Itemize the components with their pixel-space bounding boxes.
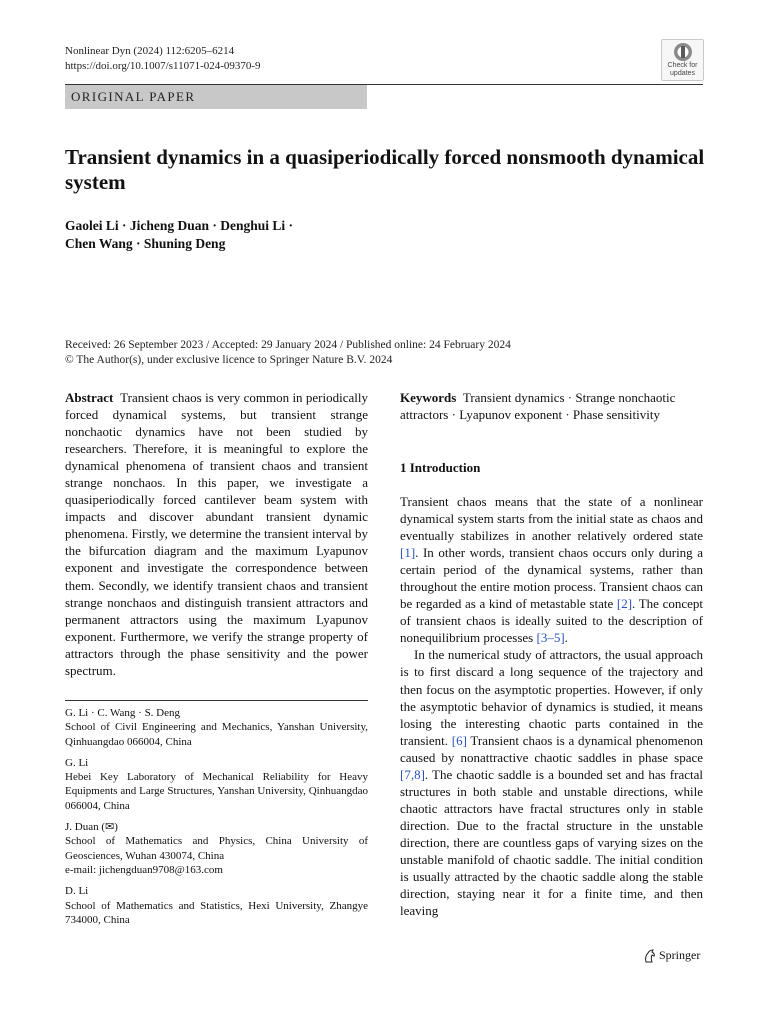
article-type-badge	[65, 85, 367, 109]
citation-link[interactable]: [6]	[451, 732, 467, 748]
crossmark-icon	[672, 42, 694, 62]
intro-paragraph: Transient chaos means that the state of a nonlinear dynamical system starts from the initial state as chaos and eventually stabilizes in another relatively ordered state [1]. In other words, transient chaos occurs only during a certain period of the dynamical systems, rather than throughout the entire motion process. Transient chaos can be regarded as a kind of metastable state [2]. The concept of transient chaos is ideally suited to the description of nonequilibrium processes [3–5].	[400, 494, 703, 646]
section-heading-introduction: 1 Introduction	[400, 460, 481, 475]
springer-horse-icon	[643, 949, 656, 963]
keywords-block	[400, 389, 703, 423]
affiliations	[65, 706, 368, 934]
affiliation-address: School of Civil Engineering and Mechanics, Yanshan University, Qinhuangdao 066004, China	[65, 721, 368, 748]
crossmark-label-1: Check for	[667, 62, 698, 69]
citation-link[interactable]: [3–5]	[536, 630, 565, 646]
affiliation-item	[65, 706, 368, 749]
paper-title: Transient dynamics in a quasiperiodically forced nonsmooth dynamical system	[65, 145, 705, 194]
abstract-block	[65, 389, 368, 679]
article-type-label: ORIGINAL PAPER	[71, 89, 196, 104]
affiliation-names: G. Li · C. Wang · S. Deng	[65, 707, 181, 719]
introduction-body	[400, 493, 703, 919]
affiliation-address: School of Mathematics and Statistics, Hexi University, Zhangye 734000, China	[65, 899, 368, 926]
publisher-logo	[643, 948, 700, 963]
publisher-name: Springer	[659, 948, 701, 962]
footnote-divider	[65, 700, 368, 701]
abstract-label: Abstract	[65, 390, 114, 405]
check-for-updates-button[interactable]	[661, 39, 704, 81]
affiliation-names: D. Li	[65, 885, 89, 898]
abstract-text: Transient chaos is very common in periodically forced dynamical systems, but transient strange nonchaotic dynamics have not been studied by researchers. Therefore, it is meaningful to explore the dynamical phenomena of transient chaos and transient strange nonchaos. In this paper, we investigate a quasiperiodically forced cantilever beam system with impacts and discover abundant transient dynamic phenomena. Firstly, we determine the transient interval by the bifurcation diagram and the maximum Lyapunov exponent and investigate the correspondence between them. Secondly, we identify transient chaos and transient strange nonchaos and distinguish transient attractors and permanent attractors using the maximum Lyapunov exponent. Furthermore, we verify the strange property of attractors through the phase sensitivity and the power spectrum.	[65, 390, 369, 678]
affiliation-item	[65, 756, 368, 813]
intro-paragraph: In the numerical study of attractors, the usual approach is to first discard a long sequence of the trajectory and then focus on the asymptotic properties. However, if only the asymptotic behavior of dynamics is studied, it means losing the interesting chaotic parts contained in the transient. [6] Transient chaos is a dynamical phenomenon caused by nonattractive chaotic saddles in phase space [7,8]. The chaotic saddle is a bounded set and has fractal structures in both stable and unstable directions, while chaotic attractors have fractal structures only in stable direction. Due to the fractal structure in the unstable direction, there are countless gaps of varying sizes on the unstable manifold of chaotic saddle. The initial condition is usually attracted by the chaotic saddle along the stable direction, staying near it for a finite time, and then leaving	[400, 647, 703, 919]
citation-link[interactable]: [2]	[616, 596, 633, 612]
citation-link[interactable]: [1]	[400, 545, 416, 561]
affiliation-item	[65, 884, 368, 927]
crossmark-label-2: updates	[670, 70, 695, 77]
history-dates: Received: 26 September 2023 / Accepted: 29 January 2024 / Published online: 24 February 2024	[65, 339, 511, 351]
author-list	[65, 217, 293, 253]
publication-history	[65, 338, 511, 368]
doi-link[interactable]: https://doi.org/10.1007/s11071-024-09370-9	[65, 60, 261, 72]
affiliation-address: School of Mathematics and Physics, China University of Geosciences, Wuhan 430074, China	[65, 835, 368, 862]
affiliation-names: G. Li	[65, 756, 89, 769]
corresponding-email[interactable]: e-mail: jichengduan9708@163.com	[65, 863, 223, 876]
copyright-line: © The Author(s), under exclusive licence to Springer Nature B.V. 2024	[65, 354, 393, 366]
journal-citation: Nonlinear Dyn (2024) 112:6205–6214	[65, 45, 235, 57]
affiliation-names: J. Duan (✉)	[65, 821, 118, 834]
affiliation-address: Hebei Key Laboratory of Mechanical Reliability for Heavy Equipments and Large Structures, Yanshan University, Qinhuangdao 066004, China	[65, 771, 368, 812]
keywords-label: Keywords	[400, 390, 457, 405]
keywords-text: Transient dynamics · Strange nonchaotic attractors · Lyapunov exponent · Phase sensitivity	[400, 390, 676, 423]
authors-line-2: Chen Wang · Shuning Deng	[65, 236, 226, 251]
affiliation-item	[65, 820, 368, 877]
journal-header	[65, 44, 261, 74]
authors-line-1: Gaolei Li · Jicheng Duan · Denghui Li ·	[65, 218, 294, 233]
citation-link[interactable]: [7,8]	[400, 766, 425, 782]
